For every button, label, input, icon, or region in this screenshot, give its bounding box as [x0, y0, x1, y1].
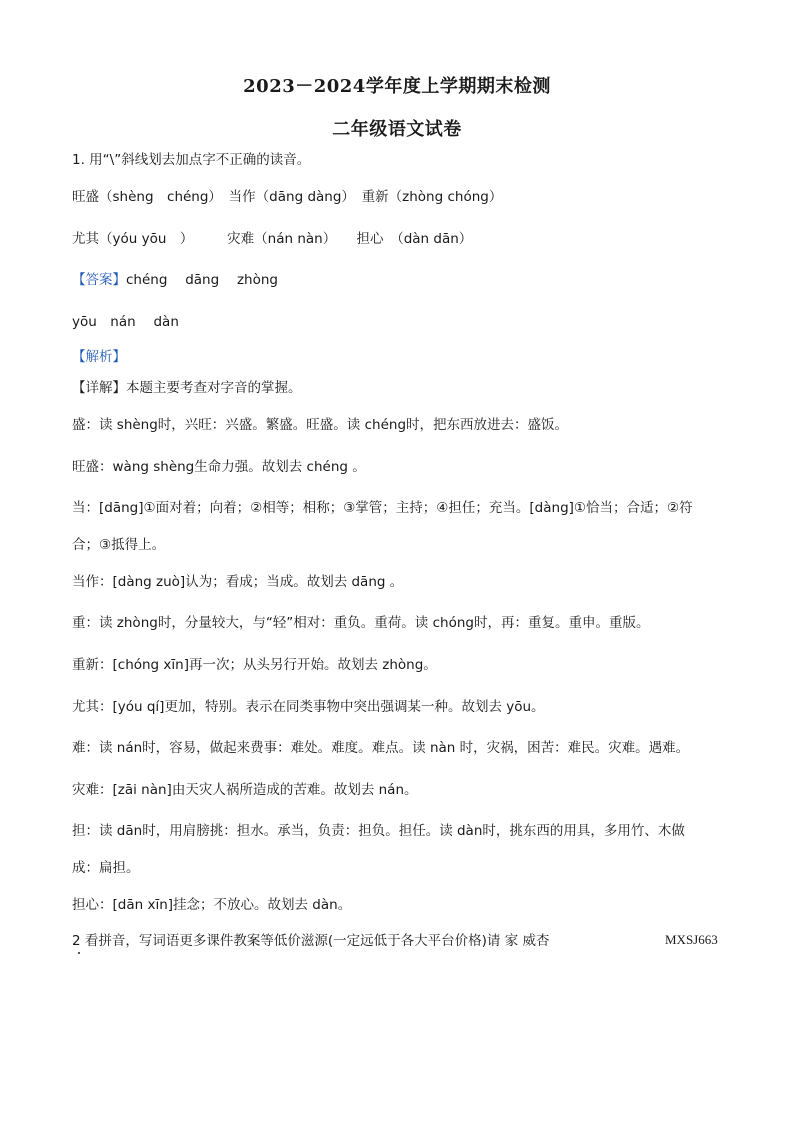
- question-2-prompt: 2 看拼音，写词语更多课件教案等低价滋源(一定远低于各大平台价格)请 家 威杏: [72, 933, 550, 949]
- document-code: MXSJ663: [665, 932, 718, 947]
- explanation-line: 旺盛：wàng shèng生命力强。故划去 chéng 。: [72, 459, 366, 475]
- explanation-line: 合；③抵得上。: [72, 537, 166, 553]
- analysis-tag: 【解析】: [72, 349, 126, 365]
- explanation-line: 当作：[dàng zuò]认为；看成；当成。故划去 dāng 。: [72, 574, 404, 590]
- explanation-line: 灾难：[zāi nàn]由天灾人祸所造成的苦难。故划去 nán。: [72, 782, 418, 798]
- answer-line-1: [72, 271, 278, 289]
- explanation-line: 成：扁担。: [72, 860, 140, 876]
- question-1-options-row-2: 尤其（yóu yōu ） 灾难（nán nàn） 担心 （dàn dān）: [72, 231, 473, 247]
- detail-tag: 【详解】: [72, 380, 126, 396]
- explanation-line: 担：读 dān时，用肩膀挑：担水。承当，负责：担负。担任。读 dàn时，挑东西的用具，多用竹、木做: [72, 823, 685, 839]
- question-1-prompt: 1. 用“\”斜线划去加点字不正确的读音。: [72, 152, 311, 168]
- question-1-options-row-1: 旺盛（shèng chéng） 当作（dāng dàng） 重新（zhòng chóng）: [72, 189, 503, 205]
- explanation-line: 担心：[dān xīn]挂念；不放心。故划去 dàn。: [72, 897, 352, 913]
- answer-line-2: yōu nán dàn: [72, 314, 179, 330]
- explanation-line: 盛：读 shèng时，兴旺：兴盛。繁盛。旺盛。读 chéng时，把东西放进去：盛饭。: [72, 417, 569, 433]
- page-subtitle: 二年级语文试卷: [332, 119, 462, 140]
- explanation-line: 重新：[chóng xīn]再一次；从头另行开始。故划去 zhòng。: [72, 657, 437, 673]
- explanation-line: 难：读 nán时，容易，做起来费事：难处。难度。难点。读 nàn 时，灾祸，困苦：难民。灾难。遇难。: [72, 740, 690, 756]
- detail-line: [72, 379, 302, 397]
- stray-mark: [78, 952, 80, 954]
- explanation-line: 当：[dāng]①面对着；向着；②相等；相称；③掌管；主持；④担任；充当。[dàng]①恰当；合适；②符: [72, 500, 693, 516]
- answer-tag: 【答案】: [72, 272, 126, 288]
- answer-text-1: chéng dāng zhòng: [126, 272, 278, 288]
- detail-intro: 本题主要考查对字音的掌握。: [126, 380, 302, 396]
- explanation-line: 重：读 zhòng时，分量较大，与“轻”相对：重负。重荷。读 chóng时，再：重复。重申。重版。: [72, 615, 650, 631]
- explanation-line: 尤其：[yóu qí]更加，特别。表示在同类事物中突出强调某一种。故划去 yōu。: [72, 699, 545, 715]
- page-title: 2023－2024学年度上学期期末检测: [243, 76, 551, 97]
